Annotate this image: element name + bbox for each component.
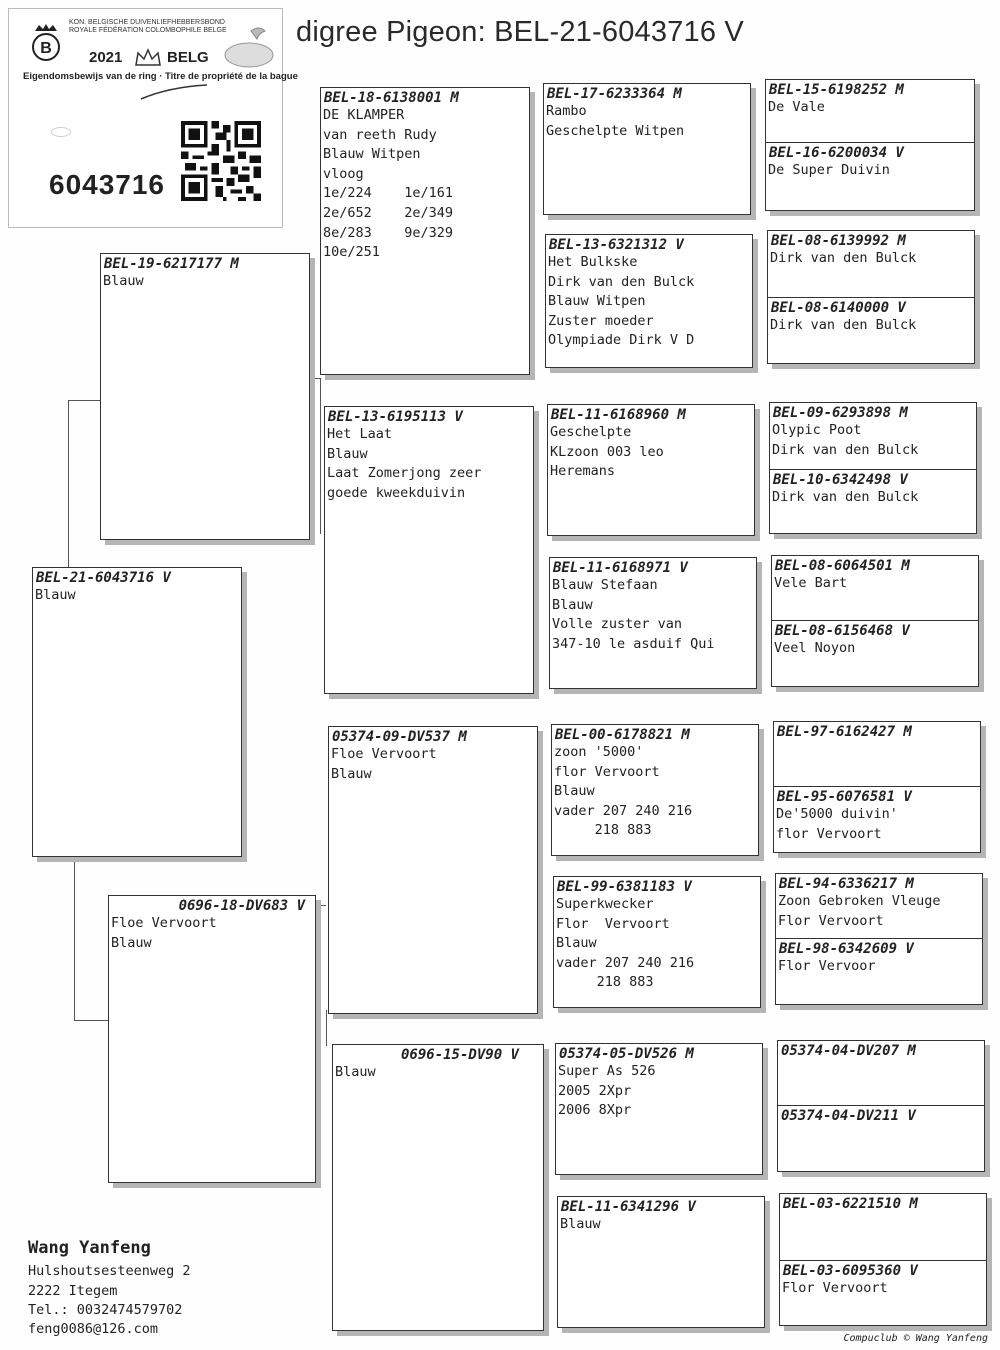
pigeon-subcard	[768, 297, 974, 336]
connector-line	[326, 1010, 327, 1046]
pigeon-line: Dirk van den Bulck	[548, 273, 695, 290]
ring-number: BEL-19-6217177 M	[104, 256, 239, 272]
pigeon-line: Superkwecker	[556, 896, 654, 912]
pigeon-line: Volle zuster van	[552, 616, 683, 633]
pigeon-line: zoon '5000'	[554, 744, 644, 760]
pigeon-line: 218 883	[556, 974, 654, 991]
pigeon-emblem-icon	[221, 23, 277, 69]
pigeon-line: 2006 8Xpr	[558, 1102, 632, 1119]
pigeon-subcard	[766, 142, 974, 181]
pigeon-line: Laat Zomerjong zeer	[327, 465, 482, 482]
ring-number: 6043716	[49, 169, 166, 200]
ring-number: BEL-16-6200034 V	[769, 145, 904, 161]
pigeon-line: Blauw	[554, 783, 595, 800]
pigeon-line: Blauw	[560, 1216, 601, 1232]
ring-number: BEL-10-6342498 V	[773, 472, 908, 488]
pigeon-line: Zoon Gebroken Vleuge	[778, 893, 941, 909]
org-line-1: KON. BELGISCHE DUIVENLIEFHEBBERSBOND	[69, 19, 225, 26]
pigeon-line: Rambo	[546, 103, 587, 119]
ring-number: BEL-11-6168960 M	[551, 407, 686, 423]
page-title: digree Pigeon: BEL-21-6043716 V	[296, 16, 744, 48]
pigeon-card-gen3[interactable]	[553, 876, 761, 1008]
pigeon-line: Flor Vervoort	[556, 915, 670, 932]
software-credit: Compuclub © Wang Yanfeng	[843, 1333, 988, 1344]
ring-number: BEL-09-6293898 M	[773, 405, 908, 421]
ring-number: BEL-97-6162427 M	[777, 724, 912, 740]
pigeon-line: Dirk van den Bulck	[770, 317, 917, 333]
ring-number: BEL-03-6221510 M	[783, 1196, 918, 1212]
pigeon-line: Blauw	[103, 273, 144, 289]
pigeon-card-gen4-pair[interactable]	[773, 721, 981, 853]
ring-number: 05374-04-DV211 V	[781, 1108, 916, 1124]
owner-city: 2222 Itegem	[28, 1283, 118, 1299]
org-name	[69, 19, 227, 35]
pigeon-line: Geschelpte Witpen	[546, 122, 685, 139]
pigeon-subcard	[776, 938, 982, 977]
pigeon-card-gen4-pair[interactable]	[769, 402, 977, 534]
svg-text:B: B	[40, 40, 52, 57]
pigeon-line: 8e/283 9e/329	[323, 224, 454, 241]
pigeon-card-dam[interactable]	[108, 895, 316, 1183]
ring-number: BEL-08-6140000 V	[771, 300, 906, 316]
connector-line	[68, 400, 100, 401]
pigeon-card-gen4-pair[interactable]	[779, 1193, 987, 1326]
pigeon-line: KLzoon 003 leo	[550, 443, 664, 460]
pigeon-line: Olypic Poot	[772, 422, 862, 438]
ring-country: BELG	[167, 49, 209, 66]
owner-email: feng0086@126.com	[28, 1321, 159, 1337]
ring-number: BEL-99-6381183 V	[557, 879, 692, 895]
pigeon-line: vader 207 240 216	[554, 802, 693, 819]
owner-name: Wang Yanfeng	[28, 1238, 151, 1258]
pigeon-line: Vele Bart	[774, 575, 848, 591]
ring-number: BEL-03-6095360 V	[783, 1263, 918, 1279]
pigeon-line: Flor Vervoort	[782, 1280, 888, 1296]
qr-code-icon	[181, 121, 261, 201]
pigeon-line: Blauw	[111, 934, 152, 951]
ring-number: BEL-08-6156468 V	[775, 623, 910, 639]
ring-number: BEL-08-6139992 M	[771, 233, 906, 249]
pigeon-card-gen2[interactable]	[320, 87, 530, 375]
pigeon-card-gen2[interactable]	[332, 1044, 544, 1331]
pigeon-card-gen3[interactable]	[547, 404, 755, 536]
connector-line	[68, 400, 69, 568]
pigeon-line: Heremans	[550, 463, 616, 480]
ring-ownership-card	[8, 8, 298, 228]
ring-number: BEL-18-6138001 M	[324, 90, 459, 106]
ring-number: BEL-95-6076581 V	[777, 789, 912, 805]
pigeon-card-gen3[interactable]	[555, 1043, 763, 1175]
pigeon-card-gen3[interactable]	[545, 234, 753, 368]
pigeon-line: van reeth Rudy	[323, 126, 437, 143]
pigeon-subcard	[770, 469, 976, 508]
ring-number: BEL-17-6233364 M	[547, 86, 682, 102]
pigeon-line: Blauw	[327, 445, 368, 462]
pigeon-line: 218 883	[554, 822, 652, 839]
pigeon-line: Blauw	[552, 596, 593, 613]
signature-stroke-icon	[139, 83, 209, 103]
pigeon-line: Het Laat	[327, 426, 393, 442]
pigeon-line: flor Vervoort	[554, 763, 660, 780]
pigeon-line: 2005 2Xpr	[558, 1082, 632, 1099]
ring-number: BEL-08-6064501 M	[775, 558, 910, 574]
pigeon-line: Veel Noyon	[774, 640, 856, 656]
ring-number: BEL-00-6178821 M	[555, 727, 690, 743]
ring-number: BEL-11-6168971 V	[553, 560, 688, 576]
ring-number: 0696-15-DV90 V	[400, 1047, 519, 1063]
pigeon-line: 10e/251	[323, 244, 380, 261]
pigeon-line: flor Vervoort	[776, 825, 882, 842]
ring-number: BEL-21-6043716 V	[36, 570, 171, 586]
pigeon-card-gen4-pair[interactable]	[765, 79, 975, 211]
ownership-text: Eigendomsbewijs van de ring · Titre de propriété de la bague	[23, 71, 298, 82]
pigeon-card-gen3[interactable]	[549, 557, 757, 689]
pigeon-card-gen3[interactable]	[551, 724, 759, 856]
pigeon-line: DE KLAMPER	[323, 107, 405, 123]
pigeon-line: vloog	[323, 165, 364, 182]
pigeon-line: Dirk van den Bulck	[772, 489, 919, 505]
pigeon-line: Zuster moeder	[548, 312, 654, 329]
ring-number: BEL-15-6198252 M	[769, 82, 904, 98]
pigeon-line: 2e/652 2e/349	[323, 204, 454, 221]
ring-number: 05374-04-DV207 M	[781, 1043, 916, 1059]
ring-number: BEL-11-6341296 V	[561, 1199, 696, 1215]
pigeon-card-gen2[interactable]	[328, 726, 538, 1014]
connector-line	[316, 905, 326, 906]
connector-line	[74, 1020, 108, 1021]
owner-phone: Tel.: 0032474579702	[28, 1302, 183, 1318]
pigeon-line: Blauw	[331, 765, 372, 782]
crown-icon	[133, 47, 163, 69]
ring-number: 05374-05-DV526 M	[559, 1046, 694, 1062]
pigeon-card-sire[interactable]	[100, 253, 310, 540]
hole-mark	[51, 127, 71, 137]
pigeon-subcard	[774, 786, 980, 844]
pigeon-card-gen2[interactable]	[324, 406, 534, 694]
pigeon-line: Floe Vervoort	[331, 746, 437, 762]
pigeon-card-gen3[interactable]	[557, 1196, 765, 1328]
connector-line	[320, 378, 321, 534]
ring-number: BEL-98-6342609 V	[779, 941, 914, 957]
pigeon-card-gen3[interactable]	[543, 83, 751, 215]
pigeon-line: Floe Vervoort	[111, 915, 217, 931]
pigeon-card-subject[interactable]	[32, 567, 242, 857]
pigeon-line: Flor Vervoort	[778, 912, 884, 929]
ring-number: BEL-13-6195113 V	[328, 409, 463, 425]
kbdb-logo-icon	[29, 23, 63, 63]
pigeon-line: Super As 526	[558, 1063, 656, 1079]
ring-number: BEL-13-6321312 V	[549, 237, 684, 253]
pigeon-card-gen4-pair[interactable]	[767, 230, 975, 364]
pigeon-subcard	[778, 1105, 984, 1124]
pigeon-line: De Vale	[768, 99, 825, 115]
pigeon-card-gen4-pair[interactable]	[775, 873, 983, 1005]
connector-line	[74, 856, 75, 1020]
ring-number: 05374-09-DV537 M	[332, 729, 467, 745]
pigeon-line: 347-10 le asduif Qui	[552, 635, 715, 652]
pigeon-card-gen4-pair[interactable]	[771, 555, 979, 687]
pigeon-subcard	[772, 620, 978, 659]
ring-year: 2021	[89, 49, 123, 66]
pigeon-line: Blauw	[335, 1064, 376, 1080]
pigeon-line: Geschelpte	[550, 424, 632, 440]
pigeon-line: De'5000 duivin'	[776, 806, 898, 822]
pigeon-line: 1e/224 1e/161	[323, 185, 454, 202]
pigeon-line: De Super Duivin	[768, 162, 890, 178]
pigeon-line: Dirk van den Bulck	[770, 250, 917, 266]
pigeon-line: goede kweekduivin	[327, 484, 466, 501]
org-line-2: ROYALE FÉDÉRATION COLOMBOPHILE BELGE	[69, 27, 227, 34]
pigeon-line: Blauw Stefaan	[552, 577, 658, 593]
ring-number: 0696-18-DV683 V	[178, 898, 305, 914]
pigeon-card-gen4-pair[interactable]	[777, 1040, 985, 1172]
pigeon-line: Het Bulkske	[548, 254, 638, 270]
pigeon-line: Olympiade Dirk V D	[548, 332, 695, 349]
pigeon-line: Flor Vervoor	[778, 958, 876, 974]
ring-number: BEL-94-6336217 M	[779, 876, 914, 892]
pigeon-line: vader 207 240 216	[556, 954, 695, 971]
pigeon-line: Blauw	[35, 587, 76, 603]
connector-line	[310, 378, 320, 379]
pigeon-subcard	[780, 1260, 986, 1299]
pigeon-line: Blauw Witpen	[548, 293, 646, 310]
owner-street: Hulshoutsesteenweg 2	[28, 1263, 191, 1279]
pigeon-line: Dirk van den Bulck	[772, 441, 919, 458]
pigeon-line: Blauw Witpen	[323, 146, 421, 163]
pigeon-line: Blauw	[556, 935, 597, 952]
